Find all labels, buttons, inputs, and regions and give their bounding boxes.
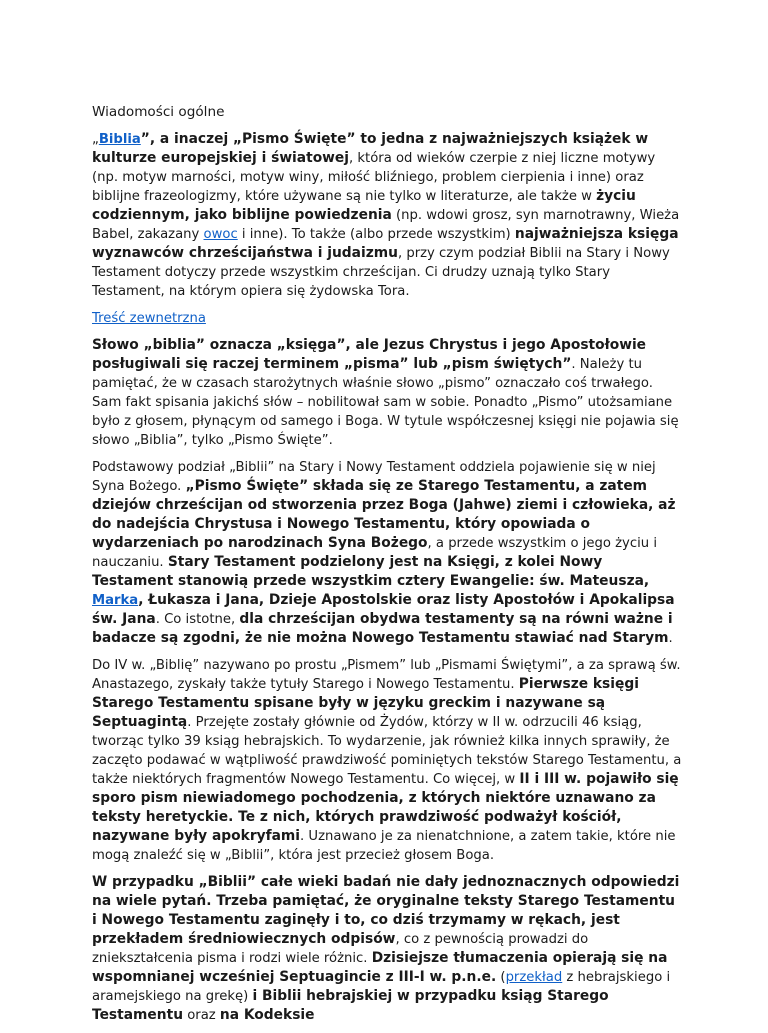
- bold-run: życiu codziennym, jako biblijne powiedzenia: [92, 188, 636, 223]
- paragraph-history: [92, 656, 682, 865]
- paragraph-translations: [92, 873, 682, 1025]
- link-przeklad[interactable]: przekład: [505, 970, 563, 985]
- paragraph-name: [92, 336, 682, 450]
- document-body: [92, 103, 682, 1033]
- bold-run: II i III w. pojawiło się sporo pism niewiadomego pochodzenia, z których niektóre uznawano za teksty heretyckie. Te z nich, których prawdziwość podważył kościół, nazywane były apokryfami: [92, 771, 679, 844]
- link-biblia[interactable]: Biblia: [98, 132, 141, 147]
- bold-run: najważniejsza księga wyznawców chrześcijaństwa i judaizmu: [92, 226, 679, 261]
- bold-run: „Pismo Święte” składa się ze Starego Testamentu, a zatem dziejów chrześcijan od stworzenia przez Boga (Jahwe) ziemi i człowieka, aż do nadejścia Chrystusa i Nowego Testamentu, który opowiada o wydarzeniach po narodzinach Syna Bożego: [92, 478, 676, 551]
- text-run: Podstawowy podział „Biblii” na Stary i Nowy Testament oddziela pojawienie się w niej Syna Bożego.: [92, 460, 656, 494]
- text-run: . Uznawano je za nienatchnione, a zatem takie, które nie mogą znaleźć się w „Biblii”, która jest przecież głosem Boga.: [92, 829, 676, 863]
- text-run: z hebrajskiego i aramejskiego na grekę): [92, 970, 671, 1004]
- paragraph-division: [92, 458, 682, 648]
- bold-run: Pierwsze księgi Starego Testamentu spisane były w języku greckim i nazywane są Septuagintą: [92, 676, 639, 730]
- text-run: , przy czym podział Biblii na Stary i Nowy Testament dotyczy przede wszystkim chrześcijan. Ci drudzy uznają tylko Stary Testament, na którym opiera się żydowska Tora.: [92, 246, 670, 299]
- bold-run: , Łukasza i Jana, Dzieje Apostolskie oraz listy Apostołów i Apokalipsa św. Jana: [92, 592, 675, 627]
- text-run: Do IV w. „Biblię” nazywano po prostu „Pismem” lub „Pismami Świętymi”, a za sprawą św. Anastazego, zyskały także tytuły Starego i Nowego Testamentu.: [92, 658, 681, 692]
- link-owoc[interactable]: owoc: [203, 227, 238, 242]
- text-run: i inne). To także (albo przede wszystkim): [237, 227, 515, 242]
- text-run: „: [92, 132, 99, 147]
- bold-run: Słowo „biblia” oznacza „księga”, ale Jezus Chrystus i jego Apostołowie posługiwali się raczej terminem „pisma” lub „pism świętych”: [92, 337, 647, 372]
- link-marka[interactable]: Marka: [92, 593, 139, 608]
- bold-run: Dzisiejsze tłumaczenia opierają się na wspomnianej wcześniej Septuagincie z III-I w. p.n.e.: [92, 950, 668, 985]
- section-heading: Wiadomości ogólne: [92, 104, 225, 120]
- text-run: (: [496, 970, 506, 985]
- text-run: oraz: [183, 1008, 220, 1023]
- bold-run: Stary Testament podzielony jest na Księgi, z kolei Nowy Testament stanowią przede wszystkim cztery Ewangelie: św. Mateusza,: [92, 554, 650, 589]
- text-run: , co z pewnością prowadzi do zniekształcenia pisma i rodzi wiele różnic.: [92, 932, 589, 966]
- bold-run: W przypadku „Biblii” całe wieki badań nie dały jednoznacznych odpowiedzi na wiele pytań. Trzeba pamiętać, że oryginalne teksty Starego Testamentu i Nowego Testamentu zaginęły i to, co dziś trzymamy w rękach, jest przekładem średniowiecznych odpisów: [92, 874, 680, 947]
- text-run: (np. wdowi grosz, syn marnotrawny, Wieża Babel, zakazany: [92, 208, 680, 242]
- bold-run: dla chrześcijan obydwa testamenty są na równi ważne i badacze są zgodni, że nie można Nowego Testamentu stawiać nad Starym: [92, 611, 673, 646]
- bold-run: i Biblii hebrajskiej w przypadku ksiąg Starego Testamentu: [92, 988, 609, 1023]
- text-run: . Należy tu pamiętać, że w czasach starożytnych właśnie słowo „pismo” oznaczało coś trwałego. Sam fakt spisania jakichś słów – nobilitował sam w sobie. Ponadto „Pismo” utożsamiane było z głosem, płynącym od samego i Boga. W tytule współczesnej księgi nie pojawia się słowo „Biblia”, tylko „Pismo Święte”.: [92, 357, 679, 448]
- paragraph-intro: [92, 130, 682, 301]
- text-run: . Przejęte zostały głównie od Żydów, którzy w II w. odrzucili 46 ksiąg, tworząc tylko 39 ksiąg hebrajskich. To wydarzenie, jak również kilka innych sprawiły, że zaczęto podawać w wątpliwość prawdziwość pominiętych tekstów Starego Testamentu, a także niektórych fragmentów Nowego Testamentu. Co więcej, w: [92, 715, 682, 787]
- text-run: .: [668, 631, 673, 646]
- bold-run: na Kodeksie: [219, 1007, 315, 1023]
- text-run: . Co istotne,: [155, 612, 240, 627]
- bold-run: ”, a inaczej „Pismo Święte” to jedna z najważniejszych książek w kulturze europejskiej i światowej: [92, 131, 649, 166]
- external-content-link[interactable]: Treść zewnetrzna: [92, 311, 206, 326]
- text-run: , która od wieków czerpie z niej liczne motywy (np. motyw marności, motyw winy, miłość bliźniego, problem cierpienia i inne) oraz biblijne frazeologizmy, które używane są nie tylko w literaturze, ale także w: [92, 151, 656, 204]
- text-run: , a przede wszystkim o jego życiu i nauczaniu.: [92, 536, 657, 570]
